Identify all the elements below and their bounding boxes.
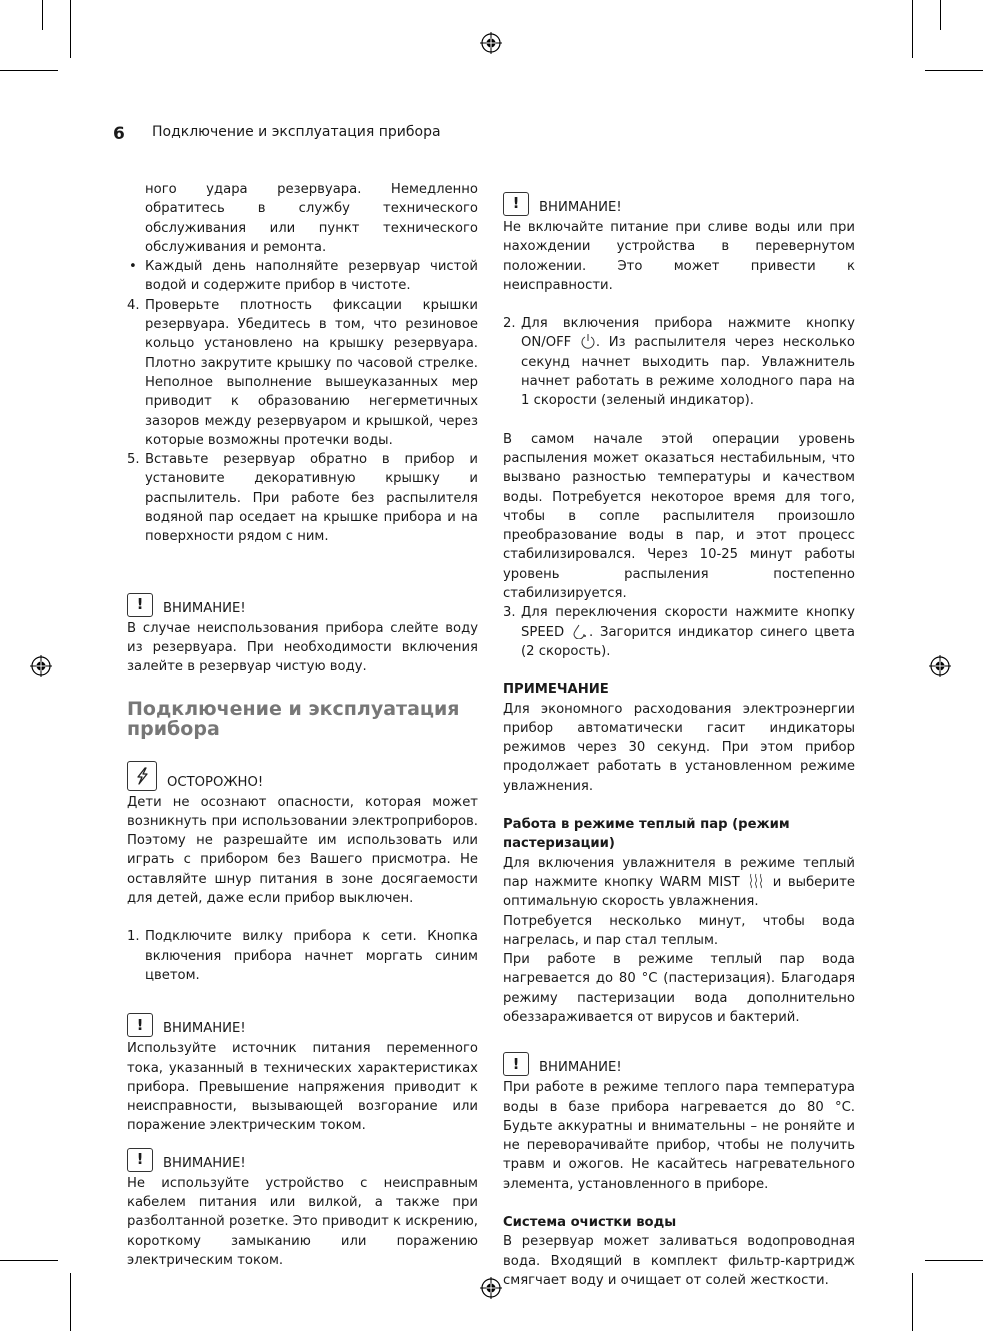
electric-shock-icon <box>127 761 157 791</box>
notice-text: Используйте источник питания переменного тока, указанный в технических характеристиках прибора. Превышение напряжения приводит к неисправности, вызывающей возгорание или поражение электрическим током. <box>127 1041 478 1134</box>
subsection-heading: Система очистки воды <box>503 1215 677 1231</box>
note-heading: ПРИМЕЧАНИЕ <box>503 682 609 698</box>
running-title: Подключение и эксплуатация прибора <box>152 124 441 140</box>
bullet-mark: • <box>129 259 137 275</box>
list-item-text: Вставьте резервуар обратно в прибор и установите декоративную крышку и распылитель. При работе без распылителя водяной пар оседает на крышке прибора и на поверхности рядом с ним. <box>145 452 478 545</box>
list-number: 2. <box>503 316 516 332</box>
section-title: Подключение и эксплуатация прибора <box>127 697 460 740</box>
subsection-heading: Работа в режиме теплый пар (режим пастеризации) <box>503 817 790 852</box>
paragraph: В резервуар может заливаться водопроводная вода. Входящий в комплект фильтр-картридж смягчает воду и очищает от солей жесткости. <box>503 1234 855 1288</box>
crop-mark <box>912 0 913 58</box>
crop-mark <box>0 70 58 71</box>
crop-mark <box>925 70 983 71</box>
list-item-text: Для переключения скорости нажмите кнопку SPEED . Загорится индикатор синего цвета (2 скорость). <box>521 605 855 659</box>
caution-label: ОСТОРОЖНО! <box>167 774 264 790</box>
list-item-text: Проверьте плотность фиксации крышки резервуара. Убедитесь в том, что резиновое кольцо установлено на крышку резервуара. Плотно закрутите крышку по часовой стрелке. Неполное выполнение вышеуказанных мер приводит к образованию негерметичных зазоров между резервуаром и крышкой, через которые возможны протечки воды. <box>145 297 478 448</box>
warning-icon: ! <box>127 1148 153 1172</box>
paragraph: При работе в режиме теплый пар вода нагревается до 80 °С (пастеризация). Благодаря режиму пастеризации вода дополнительно обеззараживается от вирусов и бактерий. <box>503 952 855 1025</box>
notice-label: ВНИМАНИЕ! <box>539 200 622 215</box>
list-number: 5. <box>127 452 140 468</box>
notice-label: ВНИМАНИЕ! <box>163 600 246 616</box>
right-column <box>503 186 855 1290</box>
notice-label: ВНИМАНИЕ! <box>163 1021 246 1037</box>
left-column <box>127 180 478 1270</box>
list-item <box>127 927 478 985</box>
warning-icon: ! <box>503 1052 529 1076</box>
list-item-text: Для включения прибора нажмите кнопку ON/OFF . Из распылителя через несколько секунд начнет выходить пар. Увлажнитель начнет работать в режиме холодного пара на 1 скорости (зеленый индикатор). <box>521 316 855 409</box>
list-item <box>503 314 855 410</box>
list-item <box>503 603 855 661</box>
crop-mark <box>70 1273 71 1331</box>
notice-heading <box>127 587 478 617</box>
list-item-text: Подключите вилку прибора к сети. Кнопка включения прибора начнет моргать синим цветом. <box>145 929 478 983</box>
notice-text: При работе в режиме теплого пара температура воды в базе прибора нагревается до 80 °С. Будьте аккуратны и внимательны – не роняйте и не переворачивайте прибор, чтобы не получить травм и ожогов. Не касайтесь нагревательного элемента, установленного в приборе. <box>503 1080 855 1192</box>
warning-icon: ! <box>503 192 529 216</box>
crop-mark <box>925 1260 983 1261</box>
power-icon <box>580 333 596 349</box>
continuation-text: ного удара резервуара. Немедленно обратитесь в службу технического обслуживания или пункт технического обслуживания и ремонта. <box>145 182 478 255</box>
registration-mark-icon <box>480 32 502 54</box>
notice-label: ВНИМАНИЕ! <box>163 1155 246 1171</box>
list-number: 4. <box>127 297 140 313</box>
notice-label: ВНИМАНИЕ! <box>539 1060 622 1076</box>
notice-text: Не включайте питание при сливе воды или при нахождении устройства в перевернутом положении. Это может привести к неисправности. <box>503 220 855 293</box>
page-number: 6 <box>113 124 125 144</box>
speed-icon <box>571 623 589 639</box>
list-number: 3. <box>503 605 516 621</box>
caution-text: Дети не осознают опасности, которая может возникнуть при использовании электроприборов. Поэтому не разрешайте им использовать или играть с прибором без Вашего присмотра. Не оставляйте шнур питания в зоне досягаемости для детей, даже если прибор выключен. <box>127 794 478 907</box>
caution-heading <box>127 757 478 791</box>
crop-mark <box>940 0 941 30</box>
notice-heading <box>127 1007 478 1037</box>
list-item <box>127 257 478 296</box>
paragraph: Для включения увлажнителя в режиме теплый пар нажмите кнопку WARM MIST и выберите оптимальную скорость увлажнения. <box>503 855 855 910</box>
notice-heading <box>503 1046 855 1076</box>
registration-mark-icon <box>30 655 52 677</box>
warning-icon: ! <box>127 593 153 617</box>
crop-mark <box>912 1273 913 1331</box>
note-text: Для экономного расходования электроэнергии прибор автоматически гасит индикаторы режимов через 30 секунд. При этом прибор продолжает работать в установленном режиме увлажнения. <box>503 701 855 794</box>
notice-text: Не используйте устройство с неисправным кабелем питания или вилкой, а также при разболтанной розетке. Это приводит к искрению, короткому замыканию или поражению электрическим током. <box>127 1175 478 1268</box>
crop-mark <box>42 0 43 30</box>
paragraph: Потребуется несколько минут, чтобы вода нагрелась, и пар стал теплым. <box>503 913 855 948</box>
list-item-text: Каждый день наполняйте резервуар чистой водой и содержите прибор в чистоте. <box>145 259 478 294</box>
notice-heading <box>127 1142 478 1172</box>
crop-mark <box>70 0 71 58</box>
paragraph: В самом начале этой операции уровень распыления может оказаться нестабильным, что вызвано разностью температуры и качеством воды. Потребуется некоторое время для того, чтобы в сопле распылителя произошло преобразование воды в пар, и этот процесс стабилизировался. Через 10-25 минут работы уровень распыления постепенно стабилизируется. <box>503 431 855 602</box>
notice-heading <box>503 186 855 216</box>
list-item <box>127 450 478 546</box>
notice-text: В случае неиспользования прибора слейте воду из резервуара. При необходимости включения залейте в резервуар чистую воду. <box>127 620 478 675</box>
registration-mark-icon <box>929 655 951 677</box>
list-number: 1. <box>127 929 140 945</box>
warm-mist-icon <box>746 873 766 889</box>
crop-mark <box>0 1260 58 1261</box>
registration-mark-icon <box>480 1277 502 1299</box>
warning-icon: ! <box>127 1013 153 1037</box>
list-item <box>127 296 478 450</box>
